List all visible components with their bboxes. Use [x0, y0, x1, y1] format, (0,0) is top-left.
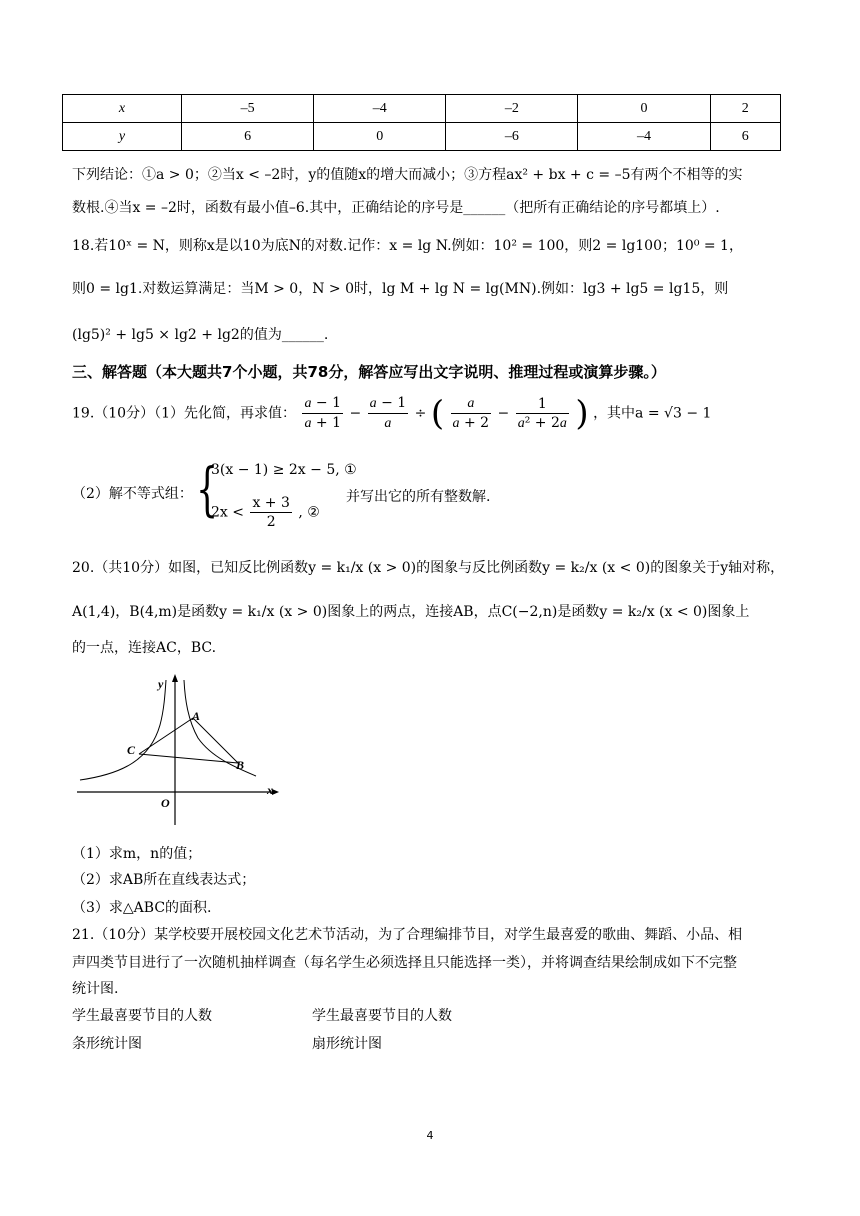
table-cell: 2	[710, 95, 781, 123]
pie-chart-caption-1: 学生最喜要节目的人数	[312, 1008, 452, 1024]
q18-line-3: (lg5)² + lg5 × lg2 + lg2的值为______.	[72, 327, 329, 343]
segment-ac	[139, 718, 193, 754]
section-heading: 三、解答题（本大题共7个小题，共78分，解答应写出文字说明、推理过程或演算步骤。）	[72, 363, 666, 381]
q19-part1: 19.（10分）（1）先化简，再求值： $\frac{a - 1}{a + 1}$ − $\frac{a - 1}{a}$ ÷ ( $\frac{a}{a + 2}$ − $\frac{1}{\text{a² + 2a}}$ ) ，其中a = √3 − 1	[72, 393, 712, 434]
q20-line-2: A(1,4)，B(4,m)是函数y = k₁/x (x > 0)图象上的两点，连接AB，点C(−2,n)是函数y = k₂/x (x < 0)图象上	[72, 604, 750, 620]
fraction: $\frac{x + 3}{2}$	[252, 495, 290, 530]
brace-icon: {	[196, 455, 219, 523]
q21-line-1: 21.（10分）某学校要开展校园文化艺术节活动，为了合理编排节目，对学生最喜爱的歌曲、舞蹈、小品、相	[72, 927, 743, 943]
graph-label-b: B	[236, 758, 245, 772]
q17-line-2: 数根.④当x = –2时，函数有最小值–6.其中，正确结论的序号是______（把所有正确结论的序号都填上）.	[72, 200, 720, 216]
page-number: 4	[426, 1129, 434, 1142]
graph-label-a: A	[192, 709, 201, 723]
table-cell: –6	[446, 123, 578, 151]
q19-part2-prefix: （2）解不等式组：	[72, 486, 193, 502]
function-graph	[72, 670, 282, 830]
left-curve	[80, 680, 166, 780]
inequality-2: 2x < $\frac{x + 3}{2}$ , ②	[211, 495, 320, 530]
pie-chart-caption-2: 扇形统计图	[312, 1036, 382, 1052]
q20-sub-1: （1）求m，n的值；	[72, 846, 202, 862]
table-cell: –5	[182, 95, 314, 123]
table-cell: 6	[182, 123, 314, 151]
bar-chart-caption-1: 学生最喜要节目的人数	[72, 1008, 212, 1024]
fraction: $\frac{1}{\text{a² + 2a}}$	[517, 395, 567, 431]
table-header-y: y	[63, 123, 182, 151]
table-cell: –2	[446, 95, 578, 123]
table-cell: –4	[578, 123, 710, 151]
y-arrow-icon	[172, 674, 178, 682]
x-arrow-icon	[272, 789, 279, 795]
inequality-1: 3(x − 1) ≥ 2x − 5, ①	[211, 462, 357, 478]
q19-part2-suffix: 并写出它的所有整数解.	[346, 489, 491, 505]
q18-line-1: 18.若10ˣ = N，则称x是以10为底N的对数.记作：x = lg N.例如：10² = 100，则2 = lg100；10⁰ = 1，	[72, 238, 743, 254]
q20-sub-2: （2）求AB所在直线表达式；	[72, 872, 256, 888]
bar-chart-caption-2: 条形统计图	[72, 1036, 142, 1052]
table-header-x: x	[63, 95, 182, 123]
q21-line-2: 声四类节目进行了一次随机抽样调查（每名学生必须选择且只能选择一类），并将调查结果绘制成如下不完整	[72, 955, 737, 971]
q19-suffix: ，其中a = √3 − 1	[593, 405, 712, 422]
q17-line-1: 下列结论：①a > 0；②当x < –2时，y的值随x的增大而减小；③方程ax² + bx + c = –5有两个不相等的实	[72, 167, 743, 183]
graph-label-y: y	[158, 677, 164, 691]
value-table	[62, 94, 781, 151]
q20-line-3: 的一点，连接AC，BC.	[72, 640, 217, 656]
fraction: $\frac{a - 1}{a + 1}$	[304, 395, 341, 431]
table-cell: 6	[710, 123, 781, 151]
q21-line-3: 统计图.	[72, 981, 119, 997]
table-cell: 0	[578, 95, 710, 123]
graph-label-c: C	[127, 743, 136, 757]
q20-sub-3: （3）求△ABC的面积.	[72, 900, 212, 916]
segment-bc	[139, 754, 238, 763]
table-row-y	[63, 123, 781, 151]
fraction: $\frac{a}{a + 2}$	[452, 396, 490, 431]
table-row-x	[63, 95, 781, 123]
q19-prefix: 19.（10分）（1）先化简，再求值：	[72, 405, 296, 422]
graph-label-o: O	[161, 796, 170, 810]
graph-label-x: x	[267, 783, 273, 797]
q18-line-2: 则0 = lg1.对数运算满足：当M > 0，N > 0时，lg M + lg N = lg(MN).例如：lg3 + lg5 = lg15，则	[72, 281, 729, 297]
q20-line-1: 20.（共10分）如图，已知反比例函数y = k₁/x (x > 0)的图象与反比例函数y = k₂/x (x < 0)的图象关于y轴对称，	[72, 560, 785, 576]
fraction: $\frac{a - 1}{a}$	[369, 395, 407, 431]
table-cell: –4	[314, 95, 446, 123]
table-cell: 0	[314, 123, 446, 151]
